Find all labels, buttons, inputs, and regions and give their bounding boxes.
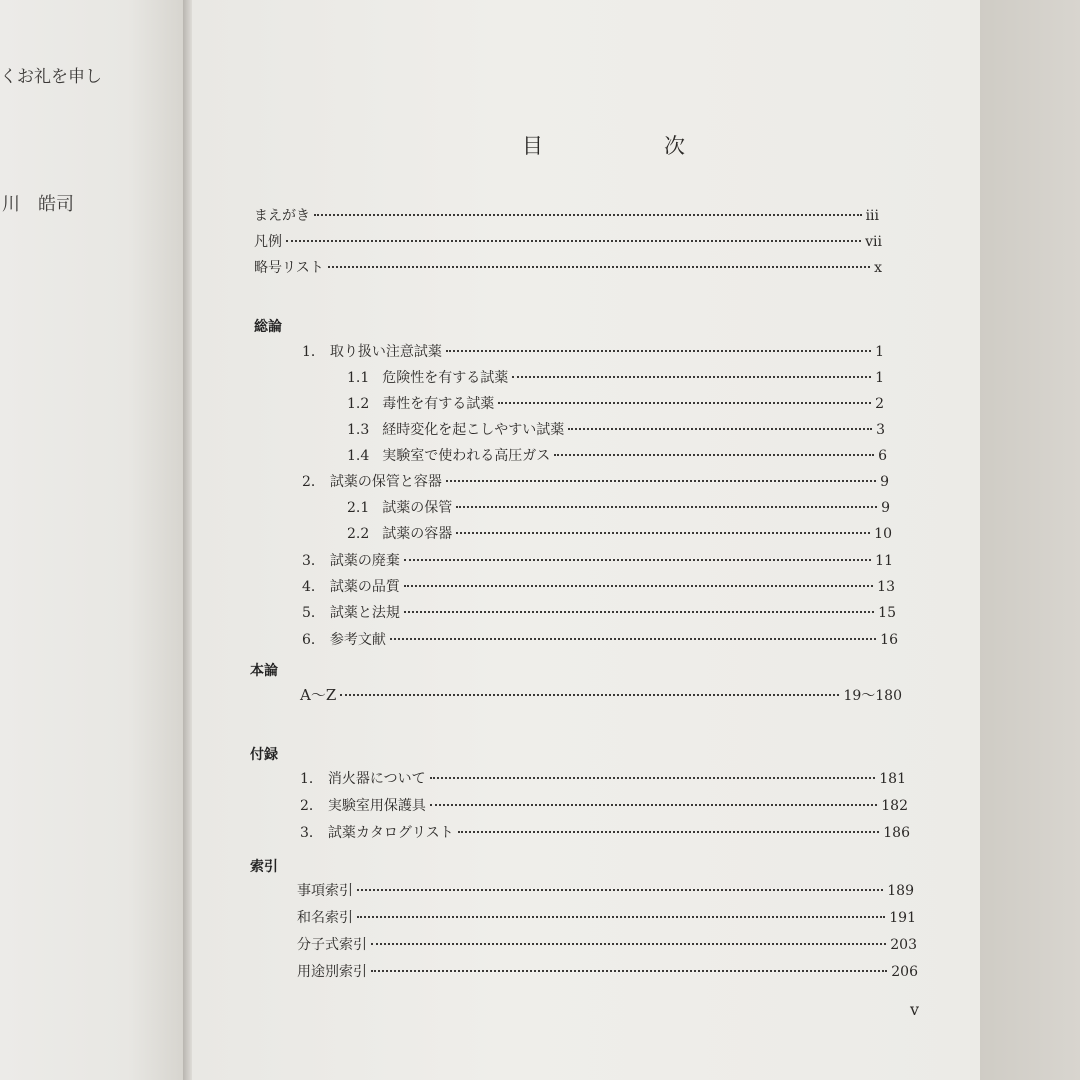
page-number: v (910, 1000, 920, 1019)
toc-entry: 事項索引 189 (297, 883, 914, 899)
toc-entry: 略号リスト x (254, 260, 882, 276)
table-surface (978, 0, 1080, 1080)
toc-entry: 1.3 経時変化を起こしやすい試薬 3 (347, 422, 885, 438)
section-heading-index: 索引 (250, 859, 278, 875)
toc-entry: 6． 参考文献 16 (302, 632, 898, 648)
toc-entry: 凡例 vii (254, 234, 882, 250)
toc-entry: 4． 試薬の品質 13 (302, 579, 895, 595)
toc-entry: 分子式索引 203 (297, 937, 917, 953)
toc-entry: 2.2 試薬の容器 10 (347, 526, 892, 542)
toc-entry: 1． 消火器について 181 (300, 771, 906, 787)
left-page (0, 0, 183, 1080)
section-heading-main: 本論 (250, 663, 278, 679)
toc-entry: 用途別索引 206 (297, 964, 918, 980)
toc-page (192, 0, 980, 1080)
toc-entry: 2． 試薬の保管と容器 9 (302, 474, 889, 490)
section-heading-general: 総論 (254, 319, 282, 335)
toc-entry: 1.2 毒性を有する試薬 2 (347, 396, 884, 412)
toc-title: 目 次 (522, 134, 735, 158)
toc-entry: 3． 試薬の廃棄 11 (302, 553, 893, 569)
toc-entry: 5． 試薬と法規 15 (302, 605, 896, 621)
section-heading-appendix: 付録 (250, 747, 278, 763)
toc-entry: まえがき iii (254, 208, 879, 224)
toc-entry: 1.4 実験室で使われる高圧ガス 6 (347, 448, 887, 464)
toc-entry: 3． 試薬カタログリスト 186 (300, 825, 910, 841)
toc-entry: 1． 取り扱い注意試薬 1 (302, 344, 884, 360)
toc-entry: 2.1 試薬の保管 9 (347, 500, 890, 516)
toc-entry: 2． 実験室用保護具 182 (300, 798, 908, 814)
left-page-text-line: くお礼を申し (0, 67, 102, 87)
toc-entry: 和名索引 191 (297, 910, 916, 926)
left-page-signature: 川 皓司 (2, 194, 74, 215)
toc-entry: A〜Z 19〜180 (300, 686, 902, 704)
toc-entry: 1.1 危険性を有する試薬 1 (347, 370, 884, 386)
